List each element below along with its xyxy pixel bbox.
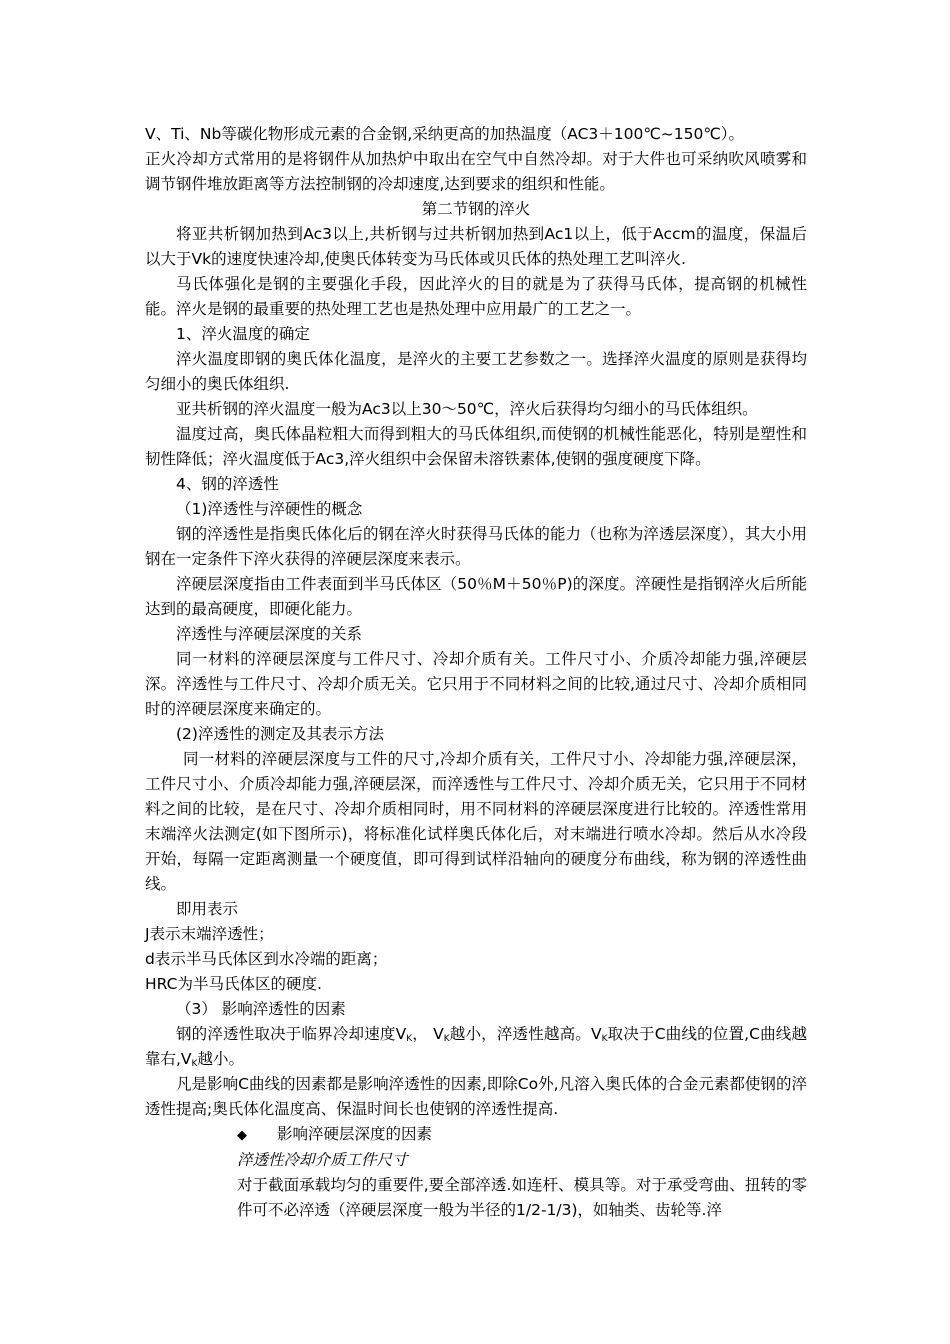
paragraph-c-curve-factors: 凡是影响C曲线的因素都是影响淬透性的因素,即除Co外,凡溶入奥氏体的合金元素都使钢的淬透性提高;奥氏体化温度高、保温时间长也使钢的淬透性提高. [145, 1075, 807, 1118]
paragraph-quenching-definition: 将亚共析钢加热到Ac3以上,共析钢与过共析钢加热到Ac1以上，低于Accm的温度，保温后以大于Vk的速度快速冷却,使奥氏体转变为马氏体或贝氏体的热处理工艺叫淬火. [145, 225, 807, 268]
paragraph-notation-hrc: HRC为半马氏体区的硬度. [145, 975, 322, 993]
paragraph-notation-intro: 即用表示 [176, 900, 239, 918]
heading-measurement: (2)淬透性的测定及其表示方法 [176, 725, 384, 743]
paragraph-measurement: 同一材料的淬硬层深度与工件的尺寸,冷却介质有关，工件尺寸小、冷却能力强,淬硬层深，工件尺寸小、介质冷却能力强,淬硬层深，而淬透性与工件尺寸、冷却介质无关，它只用于不同材料之间的比较，是在尺寸、冷却介质相同时，用不同材料的淬硬层深度进行比较的。淬透性常用末端淬火法测定(如下图所示)，将标准化试样奥氏体化后，对末端进行喷水冷却。然后从水冷段开始，每隔一定距离测量一个硬度值，即可得到试样沿轴向的硬度分布曲线，称为钢的淬透性曲线。 [145, 750, 807, 893]
paragraph-normalizing-cooling: 正火冷却方式常用的是将钢件从加热炉中取出在空气中自然冷却。对于大件也可采纳吹风喷雾和调节钢件堆放距离等方法控制钢的冷却速度,达到要求的组织和性能。 [145, 150, 807, 193]
paragraph-load-bearing: 对于截面承载均匀的重要件,要全部淬透.如连杆、模具等。对于承受弯曲、扭转的零件可不必淬透（淬硬层深度一般为半径的1/2-1/3)，如轴类、齿轮等.淬 [237, 1176, 807, 1219]
document-page [145, 122, 807, 1223]
diamond-bullet-icon: ◆ [237, 1128, 247, 1143]
section-title: 第二节钢的淬火 [421, 200, 531, 218]
paragraph-notation-j: J表示末端淬透性； [145, 925, 274, 943]
paragraph-hardenability-definition: 钢的淬透性是指奥氏体化后的钢在淬火时获得马氏体的能力（也称为淬透层深度），其大小用钢在一定条件下淬火获得的淬硬层深度来表示。 [145, 525, 807, 568]
italic-factors-line: 淬透性冷却介质工件尺寸 [237, 1151, 408, 1169]
paragraph-hypoeutectoid: 亚共析钢的淬火温度一般为Ac3以上30～50℃，淬火后获得均匀细小的马氏体组织。 [176, 400, 758, 418]
paragraph-temperature-effects: 温度过高，奥氏体晶粒粗大而得到粗大的马氏体组织,而使钢的机械性能恶化，特别是塑性和韧性降低；淬火温度低于Ac3,淬火组织中会保留未溶铁素体,使钢的强度硬度下降。 [145, 425, 807, 468]
paragraph-martensite-strengthening: 马氏体强化是钢的主要强化手段，因此淬火的目的就是为了获得马氏体，提高钢的机械性能。淬火是钢的最重要的热处理工艺也是热处理中应用最广的工艺之一。 [145, 275, 807, 318]
heading-hardenability: 4、钢的淬透性 [176, 475, 279, 493]
paragraph-alloy-heating: V、Ti、Nb等碳化物形成元素的合金钢,采纳更高的加热温度（AC3＋100℃~150℃）。 [145, 125, 744, 143]
paragraph-relationship: 同一材料的淬硬层深度与工件尺寸、冷却介质有关。工件尺寸小、介质冷却能力强,淬硬层深。淬透性与工件尺寸、冷却介质无关。它只用于不同材料之间的比较,通过尺寸、冷却介质相同时的淬硬层深度来确定的。 [145, 650, 807, 718]
bullet-section [145, 1122, 807, 1223]
paragraph-hardened-depth: 淬硬层深度指由工件表面到半马氏体区（50％M＋50％P)的深度。淬硬性是指钢淬火后所能达到的最高硬度，即硬化能力。 [145, 575, 807, 618]
heading-quench-temperature: 1、淬火温度的确定 [176, 325, 310, 343]
bullet-title: ◆ 影响淬硬层深度的因素 [237, 1122, 807, 1148]
heading-factors: （3） 影响淬透性的因素 [176, 1000, 346, 1018]
paragraph-critical-cooling: 钢的淬透性取决于临界冷却速度$V_K$， $V_K$越小，淬透性越高。$V_K$取决于C曲线的位置,C曲线越靠右$,V_K$越小。 [145, 1025, 807, 1069]
paragraph-notation-d: d表示半马氏体区到水冷端的距离； [145, 950, 388, 968]
paragraph-quench-temperature: 淬火温度即钢的奥氏体化温度，是淬火的主要工艺参数之一。选择淬火温度的原则是获得均匀细小的奥氏体组织. [145, 350, 807, 393]
heading-hardenability-concept: （1)淬透性与淬硬性的概念 [176, 500, 363, 518]
paragraph-relationship-title: 淬透性与淬硬层深度的关系 [176, 625, 363, 643]
